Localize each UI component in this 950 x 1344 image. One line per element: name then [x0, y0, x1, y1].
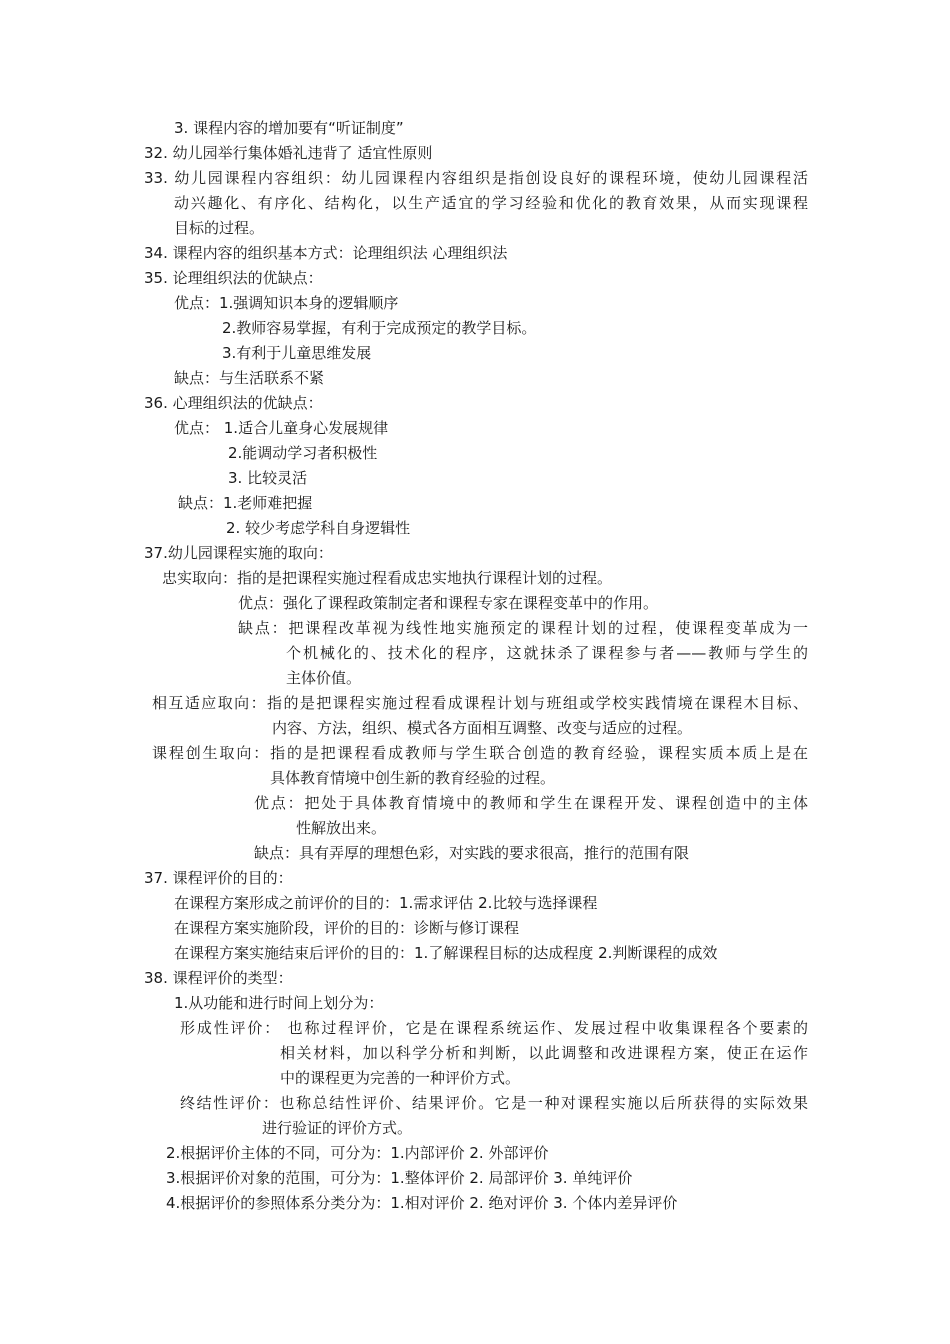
- text-line: 具体教育情境中创生新的教育经验的过程。: [270, 769, 556, 787]
- text-line: 内容、方法，组织、模式各方面相互调整、改变与适应的过程。: [272, 719, 693, 737]
- text-line: 3.有利于儿童思维发展: [222, 344, 372, 362]
- text-line: 35. 论理组织法的优缺点：: [144, 269, 323, 287]
- text-line: 优点：强化了课程政策制定者和课程专家在课程变革中的作用。: [238, 594, 659, 612]
- text-line: 2.教师容易掌握，有利于完成预定的教学目标。: [222, 319, 537, 337]
- text-line: 36. 心理组织法的优缺点：: [144, 394, 323, 412]
- text-line: 优点： 1.适合儿童身心发展规律: [174, 419, 389, 437]
- text-line: 32. 幼儿园举行集体婚礼违背了 适宜性原则: [144, 144, 433, 162]
- text-line: 动兴趣化、有序化、结构化，以生产适宜的学习经验和优化的教育效果，从而实现课程: [174, 194, 808, 212]
- text-line: 缺点：把课程改革视为线性地实施预定的课程计划的过程，使课程变革成为一: [238, 619, 808, 637]
- text-line: 目标的过程。: [174, 219, 265, 237]
- text-line: 33. 幼儿园课程内容组织：幼儿园课程内容组织是指创设良好的课程环境，使幼儿园课程活: [144, 169, 808, 187]
- text-line: 2.根据评价主体的不同，可分为：1.内部评价 2. 外部评价: [166, 1144, 549, 1162]
- text-line: 在课程方案实施阶段，评价的目的：诊断与修订课程: [174, 919, 520, 937]
- text-line: 37.幼儿园课程实施的取向：: [144, 544, 333, 562]
- text-line: 34. 课程内容的组织基本方式：论理组织法 心理组织法: [144, 244, 508, 262]
- text-line: 性解放出来。: [296, 819, 387, 837]
- text-line: 进行验证的评价方式。: [262, 1119, 413, 1137]
- text-line: 3. 课程内容的增加要有“听证制度”: [174, 119, 404, 137]
- text-line: 主体价值。: [286, 669, 362, 687]
- text-line: 形成性评价： 也称过程评价，它是在课程系统运作、发展过程中收集课程各个要素的: [180, 1019, 808, 1037]
- text-line: 缺点：1.老师难把握: [178, 494, 313, 512]
- text-line: 缺点：与生活联系不紧: [174, 369, 325, 387]
- text-line: 3. 比较灵活: [228, 469, 308, 487]
- text-line: 4.根据评价的参照体系分类分为：1.相对评价 2. 绝对评价 3. 个体内差异评价: [166, 1194, 678, 1212]
- text-line: 1.从功能和进行时间上划分为：: [174, 994, 384, 1012]
- text-line: 忠实取向：指的是把课程实施过程看成忠实地执行课程计划的过程。: [162, 569, 613, 587]
- text-line: 个机械化的、技术化的程序，这就抹杀了课程参与者——教师与学生的: [286, 644, 808, 662]
- text-line: 相关材料，加以科学分析和判断，以此调整和改进课程方案，使正在运作: [280, 1044, 808, 1062]
- text-line: 课程创生取向：指的是把课程看成教师与学生联合创造的教育经验，课程实质本质上是在: [152, 744, 808, 762]
- text-line: 相互适应取向：指的是把课程实施过程看成课程计划与班组或学校实践情境在课程木目标、: [152, 694, 808, 712]
- text-line: 在课程方案形成之前评价的目的：1.需求评估 2.比较与选择课程: [174, 894, 598, 912]
- text-line: 在课程方案实施结束后评价的目的：1.了解课程目标的达成程度 2.判断课程的成效: [174, 944, 718, 962]
- text-line: 2.能调动学习者积极性: [228, 444, 378, 462]
- text-line: 3.根据评价对象的范围，可分为：1.整体评价 2. 局部评价 3. 单纯评价: [166, 1169, 633, 1187]
- text-line: 37. 课程评价的目的：: [144, 869, 293, 887]
- text-line: 优点：把处于具体教育情境中的教师和学生在课程开发、课程创造中的主体: [254, 794, 808, 812]
- text-line: 缺点：具有弄厚的理想色彩，对实践的要求很高，推行的范围有限: [254, 844, 690, 862]
- text-line: 中的课程更为完善的一种评价方式。: [280, 1069, 521, 1087]
- text-line: 2. 较少考虑学科自身逻辑性: [226, 519, 411, 537]
- text-line: 优点：1.强调知识本身的逻辑顺序: [174, 294, 399, 312]
- text-line: 38. 课程评价的类型：: [144, 969, 293, 987]
- text-line: 终结性评价：也称总结性评价、结果评价。它是一种对课程实施以后所获得的实际效果: [180, 1094, 808, 1112]
